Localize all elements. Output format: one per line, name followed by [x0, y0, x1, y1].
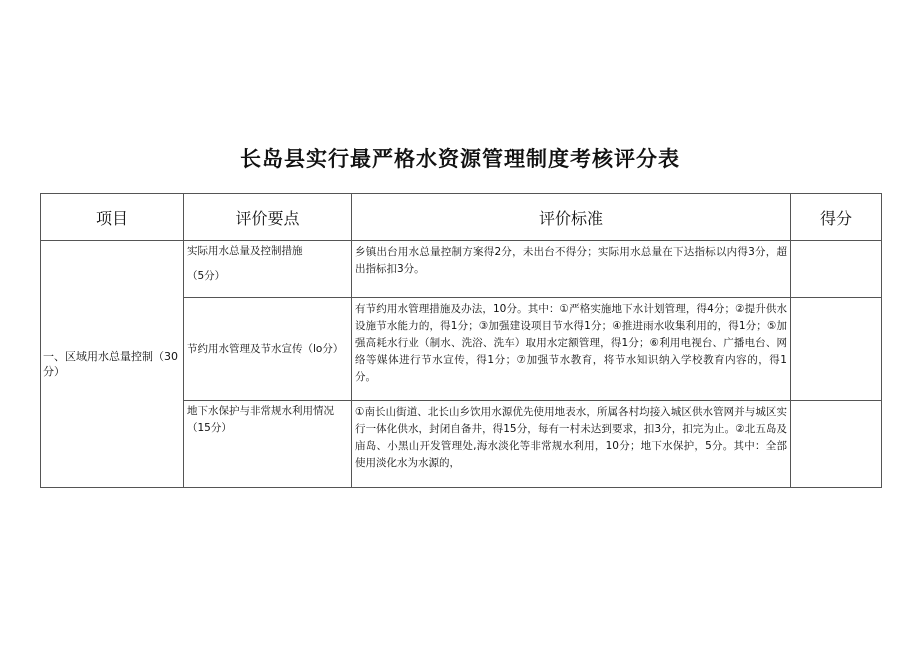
evaluation-table — [40, 193, 882, 488]
point-name: 地下水保护与非常规水利用情况 — [187, 405, 334, 417]
criteria-cell: ①南长山街道、北长山乡饮用水源优先使用地表水，所属各村均接入城区供水管网并与城区实行一体化供水，封闭自备井，得15分，每有一村未达到要求，扣3分，扣完为止。②北五岛及庙岛、小黑山开发管理处,海水淡化等非常规水利用，10分；地下水保护，5分。其中：全部使用淡化水为水源的， — [352, 401, 791, 488]
header-points: 评价要点 — [184, 194, 352, 241]
point-score: （5分） — [187, 270, 226, 282]
point-cell — [184, 241, 352, 298]
section-item-label: 一、区域用水总量控制（30分） — [41, 241, 184, 488]
point-cell — [184, 401, 352, 488]
point-name: 实际用水总量及控制措施 — [187, 245, 303, 257]
point-name: 节约用水管理及节水宣传（lo分） — [187, 342, 344, 355]
page-title: 长岛县实行最严格水资源管理制度考核评分表 — [240, 147, 680, 171]
point-cell — [184, 298, 352, 401]
header-criteria: 评价标准 — [352, 194, 791, 241]
criteria-cell: 有节约用水管理措施及办法，10分。其中：①严格实施地下水计划管理，得4分；②提升供水设施节水能力的，得1分；③加强建设项目节水得1分；④推进雨水收集利用的，得1分；⑤加强高耗水行业（制水、洗浴、洗车）取用水定额管理，得1分；⑥利用电视台、广播电台、网络等媒体进行节水宣传，得1分；⑦加强节水教育，将节水知识纳入学校教育内容的，得1分。 — [352, 298, 791, 401]
header-score: 得分 — [791, 194, 882, 241]
header-row — [41, 194, 882, 241]
criteria-cell: 乡镇出台用水总量控制方案得2分，未出台不得分；实际用水总量在下达指标以内得3分，超出指标扣3分。 — [352, 241, 791, 298]
point-score: （15分） — [187, 422, 232, 434]
score-cell — [791, 298, 882, 401]
score-cell — [791, 401, 882, 488]
score-cell — [791, 241, 882, 298]
table-row — [41, 241, 882, 298]
header-item: 项目 — [41, 194, 184, 241]
